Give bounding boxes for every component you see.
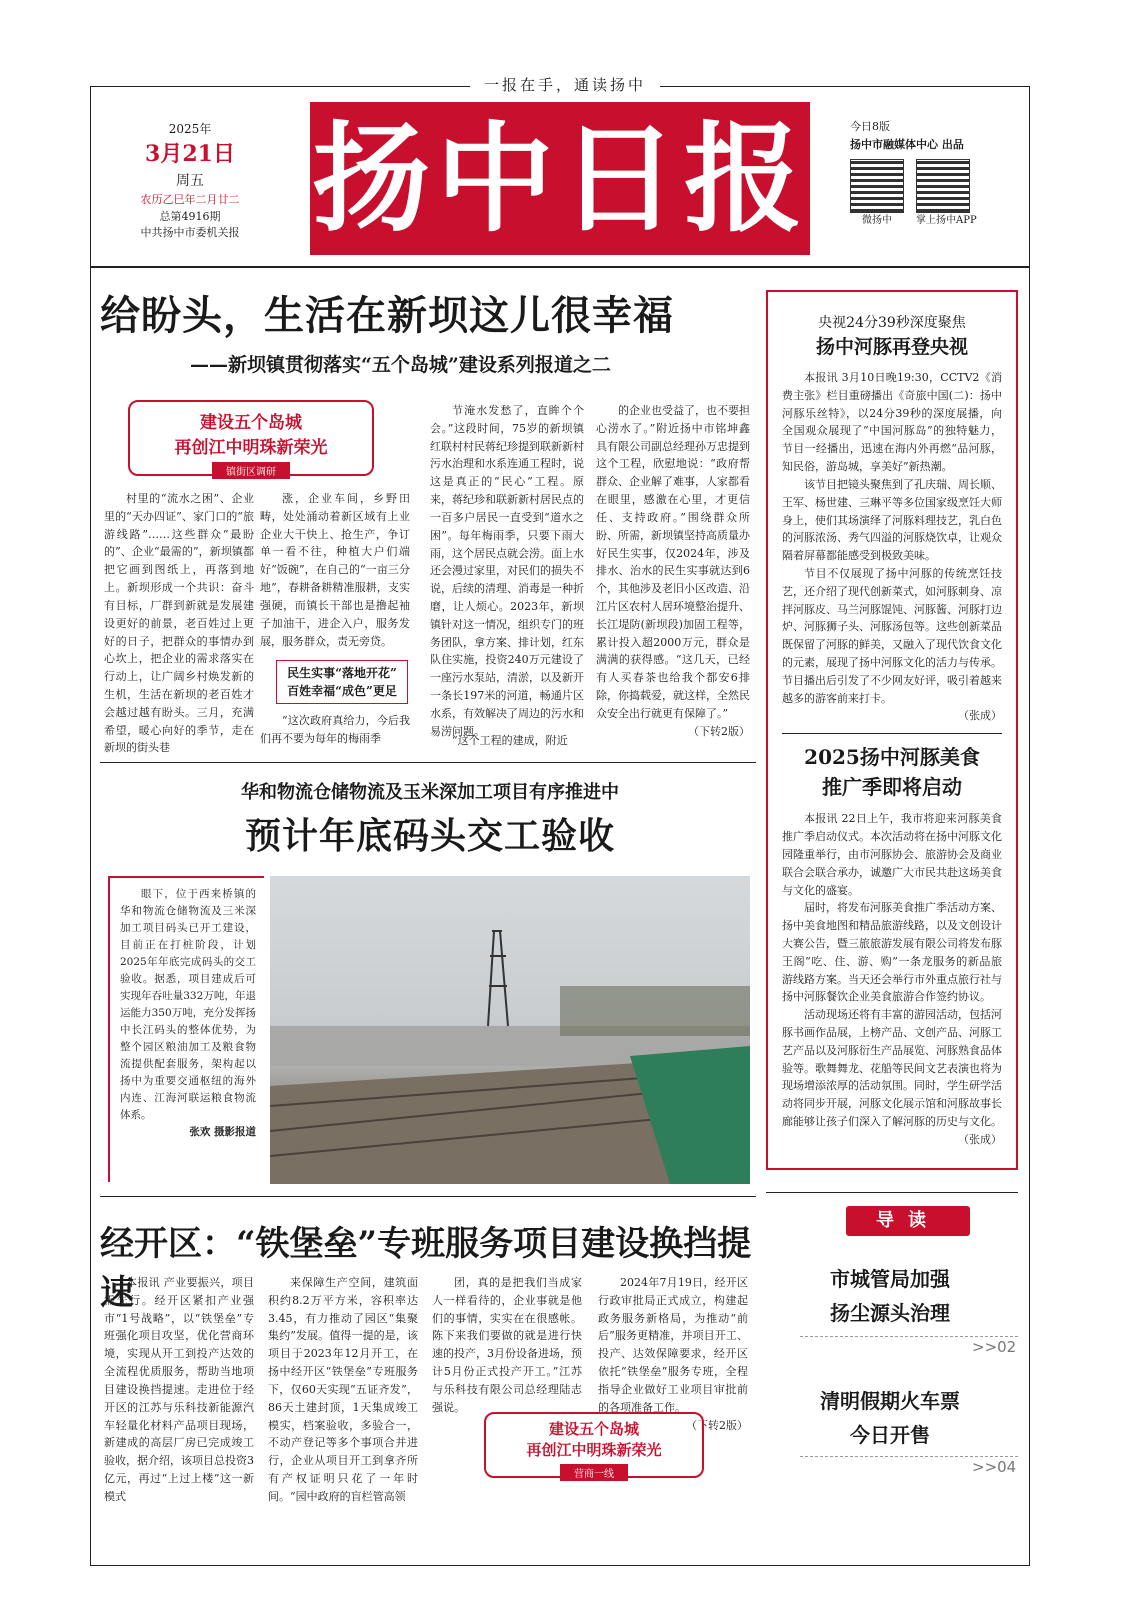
qr1-label: 微扬中 <box>862 215 892 227</box>
lead-col-3: 节淹水发愁了，直眸个个会。”这段时间，75岁的新坝镇红联村村民蒋纪珍提到联新新村污水治理和水系连通工程时，说这是真正的“民心”工程。原来，蒋纪珍和联新新村居民点的一百多户居民一直受到“道水之困”。每年梅雨季，只要下雨大雨，这个居民点就会涝。面上水还会漫过家里，对民们的损失不说，后续的清理、消毒是一种折磨，让人烦心。2023年，新坝镇针对这一情况，组织专门的班务团队，拿方案、排计划，红东队住实施，投资240万元建设了一座污水泵站，清淤，以及新开一条长197米的河道，畅通片区水系，有效解决了周边的污水和易涝问题。 <box>430 404 584 738</box>
date-block <box>130 120 250 242</box>
guide-divider <box>766 1192 1018 1193</box>
story3-col-4: 2024年7月19日，经开区行政审批局正式成立，构建起政务服务新格局，为推动“前后”服务更精准，并项目开工、投产、达效保障要求，经开区依托“铁堡垒”服务专班，全程指导企业做好工业项目审批前的各项准备工作。 （下转2版） <box>598 1274 748 1434</box>
photo-caption: 眼下，位于西来桥镇的华和物流仓储物流及三米深加工项目码头已开工建设，目前正在打桩阶段，计划2025年年底完成码头的交工验收。据悉，项目建成后可实现年吞吐量332万吨，年退运能力350万吨，充分发挥扬中长江码头的整体优势，为整个园区粮油加工及粮食物流提供配套服务，架构起以扬中为重要交通枢纽的海外内连、江海河联运粮食物流体系。 张欢 摄影报道 <box>110 878 264 1141</box>
story3-col-2: 来保障生产空间，建筑面积约8.2万平方米，容积率达3.45，有力推动了园区“集聚集约”发展。值得一提的是，该项目于2023年12月开工，在扬中经开区“铁堡垒”专班服务下，仅60天实现“五证齐发”，86天土建封顶，1天集成竣工模实，档案验收，多验合一，不动产登记等多个事项合并进行，企业从项目开工到拿齐所有产权证明只花了一年时间。“园中政府的盲栏管高领 <box>268 1276 418 1503</box>
lunar-date: 农历乙巳年二月廿二 <box>140 193 240 206</box>
construction-photo[interactable] <box>270 876 750 1184</box>
section-divider <box>100 762 756 763</box>
sidebar-kicker: 央视24分39秒深度聚焦 <box>818 315 966 331</box>
lead-col-1: 村里的“流水之困”、企业里的“天办四证”、家门口的“旅游线路”……这些群众“最盼的”、企业“最需的”，新坝镇都把它画到图纸上，再落到地上。新坝形成一个共识：奋斗有目标，厂群到新就是发展建设更好的前景，老百姓过上更好的日子，把群众的事情办到心坎上，把企业的需求落实在行动上，让广阔乡村焕发新的生机，生活在新坝的老百姓才会越过越有盼头。三月，充满希望，暖心向好的季节，走在新坝的街头巷 <box>104 492 254 755</box>
continued-note: （下转2版） <box>688 724 750 738</box>
photo-caption-box <box>108 876 264 1182</box>
guide-rule <box>800 1456 1018 1457</box>
photo-credit: 张欢 摄影报道 <box>189 1126 256 1138</box>
badge-line1: 建设五个岛城 <box>200 413 302 433</box>
lead-subtitle: ——新坝镇贯彻落实“五个岛城”建设系列报道之二 <box>190 354 611 376</box>
story2-kicker: 华和物流仓储物流及玉米深加工项目有序推进中 <box>241 782 619 803</box>
campaign-badge: 建设五个岛城 再创江中明珠新荣光 营商一线 <box>484 1412 704 1478</box>
header-divider <box>90 266 1030 268</box>
sidebar-divider <box>782 733 1002 734</box>
producer: 扬中市融媒体中心 出品 <box>850 137 964 151</box>
lead-col-2: 涨，企业车间，乡野田畴，处处涌动着新区域有上业企业大干快上、抢生产，争订单一看不往，种植大户们端好“饭碗”，在自己的“一亩三分地”，春耕备耕精准服耕，支实强硬，而镇长干部也是撸起袖子加油干，进企入户，服务发展，服务群众，责无旁贷。 <box>260 492 410 648</box>
year: 2025年 <box>168 122 212 136</box>
page-count: 今日8版 <box>850 120 890 133</box>
issue-number: 总第4916期 <box>159 209 221 223</box>
continued-note: （下转2版） <box>686 1418 748 1432</box>
guide-rule <box>800 1336 1018 1337</box>
sidebar-body-2: 本报讯 22日上午，我市将迎来河豚美食推广季启动仪式。本次活动将在扬中河豚文化园隆重举行，由市河豚协会、旅游协会及商业联合会联合承办，诚邀广大市民共赴这场美食与文化的盛宴。 届时，将发布河豚美食推广季活动方案、扬中美食地图和精品旅游线路，以及文创设计大赛公告，暨三旅旅游发展有限公司将发布豚王阁“吃、住、游、购”一条龙服务的新品旅游线路方案。当天还会举行市外重点旅行社与扬中河豚餐饮企业美食旅游合作签约协议。 活动现场还将有丰富的游园活动，包括河豚书画作品展，上榜产品、文创产品、河豚工艺产品以及河豚衍生产品展览、河豚熟食品体验等。歌舞舞龙、花船等民间文艺表演也将为现场增添浓厚的活动氛围。同时，学生研学活动将同步开展，河豚文化展示馆和河豚故事长廊能够让孩子们深入了解河豚的历史与文化。 （张成） <box>782 812 1002 1146</box>
sidebar-box <box>766 290 1018 1170</box>
guide-label: 导读 <box>846 1206 970 1236</box>
guide-page-1[interactable]: >>02 <box>972 1338 1017 1356</box>
campaign-badge <box>128 400 374 476</box>
lead-headline[interactable]: 给盼头，生活在新坝这儿很幸福 <box>100 292 674 339</box>
section-divider <box>100 1196 756 1197</box>
sidebar-title[interactable]: 扬中河豚再登央视 <box>815 336 968 358</box>
guide-item-1[interactable]: 市城管局加强 扬尘源头治理 <box>830 1267 950 1325</box>
publisher-block <box>850 118 1010 229</box>
lead-col-3b: “这个工程的建成，附近 <box>452 734 568 747</box>
guide-page-2[interactable]: >>04 <box>972 1458 1017 1476</box>
qr-code-icon[interactable] <box>916 159 970 213</box>
story3-col-1: 本报讯 产业要振兴，项目需先行。经开区紧扣产业强市“1号战略”，以“铁堡垒”专班强化项目攻坚，优化营商环境，实现从开工到投产达效的全流程优质服务，帮助当地项目建设换挡提速。走进位于经开区的江苏与乐科技新能源汽车轻量化材料产品项目现场，新建成的高层厂房已完成竣工验收，据介绍，该项目总投资3亿元，再过“上过上楼”这一新模式 <box>104 1276 254 1503</box>
story3-col-3: 团，真的是把我们当成家人一样看待的，企业事就是他们的事情，实实在在很感帐。陈下来我们要做的就是进行快速的投产，3月份设备进场，预计5月份正式投产开工。”江苏与乐科技有限公司总经理陆志强说。 <box>432 1276 582 1414</box>
story3-headline[interactable]: 经开区：“铁堡垒”专班服务项目建设换挡提速 <box>100 1224 752 1313</box>
qr2-label: 掌上扬中APP <box>916 215 977 227</box>
badge-tag: 镇街区调研 <box>212 462 290 479</box>
lead-col-4: 的企业也受益了，也不要担心涝水了。”附近扬中市铭坤鑫具有限公司副总经理孙万忠提到这个工程，欣慰地说：“政府帮群众、企业解了难事，人家都看在眼里，感激在心里，才更信任、支持政府。”围绕群众所盼、所需，新坝镇坚持高质量办好民生实事，仅2024年，涉及排水、治水的民生实事就达到6个，其他涉及老旧小区改造、沿江片区农村人居环境整治提升、长江堤防(新坝段)加固工程等，累计投入超2000万元，群众是满满的获得感。“这几天，已经有人买春茶也给我个都安6排除，你捣载爱，就这样，全然民众安全出行就更有保障了。” （下转2版） <box>596 402 750 740</box>
qr-code-icon[interactable] <box>850 159 904 213</box>
guide-item-2[interactable]: 清明假期火车票 今日开售 <box>820 1389 960 1447</box>
story2-headline[interactable]: 预计年底码头交工验收 <box>244 815 615 857</box>
weekday: 周五 <box>176 173 204 189</box>
masthead: 扬中日报 <box>310 102 810 255</box>
publisher-org: 中共扬中市委机关报 <box>140 226 240 239</box>
badge-line2: 再创江中明珠新荣光 <box>174 438 328 458</box>
sidebar-body: 本报讯 3月10日晚19:30，CCTV2《消费主张》栏目重磅播出《奇旅中国(二)：扬中河豚乐丝特》，以24分39秒的深度展播，向全国观众展现了“中国河豚岛”的独特魅力，节目一经播出，迅速在海内外再燃“品河豚，知民俗，游岛城，享美好”新热潮。 该节目把镜头聚焦到了孔庆瑞、周长顺、王军、杨世建、三琳平等多位国家级烹饪大师身上，使们其场演绎了河豚料理技艺，乳白色的河豚浓汤、秀气四溢的河豚烧饮卓，让观众隔着屏幕都能感受到极致美味。 节目不仅展现了扬中河豚的传统烹饪技艺，还介绍了现代创新菜式，如河豚刺身、凉拌河豚皮、马兰河豚馄饨、河豚酱、河豚打边炉、河豚狮子头、河豚汤包等。这些创新菜品既保留了河豚的鲜美，又融入了现代饮食文化的元素，展现了扬中河豚文化的活力与传承。节目播出后引发了不少网友好评，吸引着越来越多的游客前来打卡。 （张成） <box>782 371 1002 723</box>
lead-subhead: 民生实事“落地开花” 百姓幸福“成色”更足 <box>276 660 408 704</box>
date: 3月21日 <box>145 141 235 167</box>
lead-col-2b: “这次政府真给力，今后我们再不要为每年的梅雨季 <box>260 714 410 745</box>
sidebar-title-2[interactable]: 2025扬中河豚美食 推广季即将启动 <box>804 745 980 800</box>
slogan: 一报在手，通读扬中 <box>0 74 1130 95</box>
